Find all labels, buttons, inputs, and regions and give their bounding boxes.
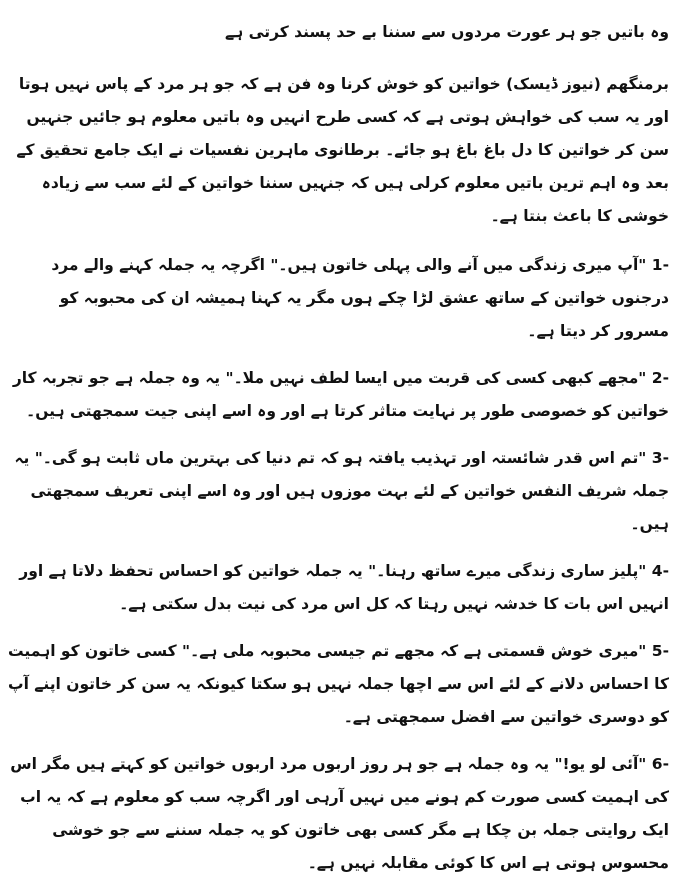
list-item-2: -2 "مجھے کبھی کسی کی قربت میں ایسا لطف نہیں ملا۔" یہ وہ جملہ ہے جو تجربہ کار خواتین کو خصوصی طور پر نہایت متاثر کرتا ہے اور وہ اسے اپنی جیت سمجھتی ہیں۔ (12, 369, 669, 420)
list-item-4: -4 "پلیز ساری زندگی میرے ساتھ رہنا۔" یہ جملہ خواتین کو احساس تحفظ دلاتا ہے اور انہیں اس بات کا خدشہ نہیں رہتا کہ کل اس مرد کی نیت بدل سکتی ہے۔ (19, 562, 669, 613)
list-item-3: -3 "تم اس قدر شائستہ اور تہذیب یافتہ ہو کہ تم دنیا کی بہترین ماں ثابت ہو گی۔" یہ جملہ شریف النفس خواتین کے لئے بہت موزوں ہیں اور وہ اسے اپنی تعریف سمجھتی ہیں۔ (14, 449, 669, 533)
article-intro: برمنگھم (نیوز ڈیسک) خواتین کو خوش کرنا وہ فن ہے کہ جو ہر مرد کے پاس نہیں ہوتا اور یہ سب کی خواہش ہوتی ہے کہ کسی طرح انہیں وہ باتیں معلوم ہو جائیں جنہیں سن کر خواتین کا دل باغ باغ ہو جائے۔ برطانوی ماہرین نفسیات نے ایک جامع تحقیق کے بعد وہ اہم ترین باتیں معلوم کرلی ہیں کہ جنہیں سننا خواتین کے لئے سب سے زیادہ خوشی کا باعث بنتا ہے۔ (16, 75, 669, 225)
article-title: وہ باتیں جو ہر عورت مردوں سے سننا بے حد پسند کرتی ہے (225, 23, 669, 41)
list-item-6: -6 "آئی لو یو!" یہ وہ جملہ ہے جو ہر روز اربوں مرد اربوں خواتین کو کہتے ہیں مگر اس کی اہمیت کسی صورت کم ہونے میں نہیں آرہی اور اگرچہ سب کو معلوم ہے کہ یہ اب ایک روایتی جملہ بن چکا ہے مگر کسی بھی خاتون کو یہ جملہ سننے سے جو خوشی محسوس ہوتی ہے اس کا کوئی مقابلہ نہیں ہے۔ (10, 755, 669, 872)
list-item-1: -1 "آپ میری زندگی میں آنے والی پہلی خاتون ہیں۔" اگرچہ یہ جملہ کہنے والے مرد درجنوں خواتین کے ساتھ عشق لڑا چکے ہوں مگر یہ کہنا ہمیشہ ان کی محبوبہ کو مسرور کر دیتا ہے۔ (51, 256, 669, 340)
list-item-5: -5 "میری خوش قسمتی ہے کہ مجھے تم جیسی محبوبہ ملی ہے۔" کسی خاتون کو اہمیت کا احساس دلانے کے لئے اس سے اچھا جملہ نہیں ہو سکتا کیونکہ یہ سن کر خاتون اپنے آپ کو دوسری خواتین سے افضل سمجھتی ہے۔ (7, 642, 669, 726)
